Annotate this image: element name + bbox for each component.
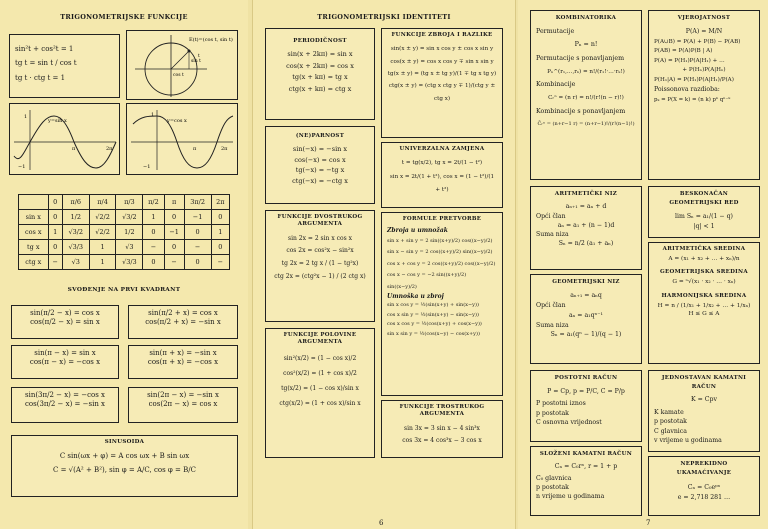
formula-line: cos x cos y = ½(cos(x+y) + cos(x−y)): [387, 321, 482, 328]
formula-line: aₙ₊₁ = aₙq: [570, 291, 602, 299]
formula-line: aₙ = a₁qⁿ⁻¹: [568, 311, 604, 319]
double-angle-box: [265, 210, 375, 322]
table-cell: −1: [184, 210, 211, 225]
table-cell: −: [143, 240, 164, 255]
cos-one-label: 1: [151, 112, 155, 118]
text-line: Permutacije: [536, 27, 575, 35]
table-cell: 0: [48, 240, 62, 255]
table-cell: ctg x: [19, 255, 49, 270]
section-title: KOMBINATORIKA: [555, 15, 617, 21]
formula-line: cos x sin y = ½(sin(x+y) − sin(x−y)): [387, 311, 479, 318]
text-line: P postotni iznos: [536, 400, 586, 408]
compound-interest-box: [530, 446, 642, 516]
formula-line: Pₙ^(r₁,…,rₖ) = n!/(r₁!·…·rₖ!): [547, 68, 625, 75]
combinatorics-box: [530, 10, 642, 180]
cos-graph-label: y=cos x: [167, 118, 187, 124]
formula-line: P = Cp, p = P/C, C = P/p: [547, 387, 625, 395]
formula-line: P(AB) = P(A)P(B | A): [654, 48, 713, 55]
section-title: GEOMETRIJSKI NIZ: [552, 279, 620, 285]
identity-line: sin²t + cos²t = 1: [15, 45, 74, 53]
page-right: [518, 0, 768, 529]
table-cell: 0: [143, 225, 164, 240]
reduction-box: [128, 305, 238, 339]
formula-line: cos 3x = 4 cos³x − 3 cos x: [402, 436, 482, 444]
formula-line: sin(π/2 + x) = cos x: [148, 309, 218, 317]
table-cell: 1: [48, 225, 62, 240]
table-cell: 3π/2: [184, 195, 211, 210]
table-cell: −: [48, 255, 62, 270]
table-cell: √3/2: [116, 210, 143, 225]
means-box: [648, 242, 760, 364]
text-line: Suma niza: [536, 321, 569, 329]
section-title: POSTOTNI RAČUN: [554, 375, 618, 381]
arithmetic-series-box: [530, 186, 642, 270]
sum-difference-box: [381, 28, 503, 138]
sinusoid-title: SINUSOIDA: [104, 439, 145, 445]
reduction-box: [128, 345, 238, 379]
formula-line: ctg(−x) = −ctg x: [292, 176, 348, 185]
section-title: ARITMETIČKI NIZ: [554, 191, 618, 197]
text-line: v vrijeme u godinama: [654, 437, 722, 445]
formula-list: [387, 301, 497, 339]
table-cell: sin x: [19, 210, 49, 225]
universal-substitution-box: [381, 142, 503, 208]
table-cell: π: [164, 195, 184, 210]
table-row: [19, 240, 230, 255]
formula-line: cos(2π − x) = cos x: [148, 400, 218, 409]
half-angle-box: [265, 328, 375, 458]
formula-line: tg(x + kπ) = tg x: [292, 73, 348, 82]
formula-line: + P(Hₙ)P(A|Hₙ): [682, 67, 726, 74]
text-line: Kombinacije: [536, 81, 576, 89]
formula-line: sin(2π − x) = −sin x: [147, 391, 219, 399]
section-title: BESKONAČAN GEOMETRIJSKI RED: [669, 191, 739, 206]
formula-line: cos x − cos y = −2 sin((x+y)/2) sin((x−y)/2): [387, 272, 467, 290]
text-line: p postotak: [536, 409, 569, 417]
formula-line: ctg(x/2) = (1 + cos x)/sin x: [279, 399, 361, 407]
triple-angle-box: [381, 400, 503, 458]
reduction-title: SVOĐENJE NA PRVI KVADRANT: [67, 287, 181, 293]
basic-identities-box: [9, 34, 120, 98]
formula-line: G = ⁿ√(x₁ · x₂ · … · xₙ): [672, 279, 736, 286]
formula-line: ctg(x + kπ) = ctg x: [288, 84, 352, 93]
table-cell: −: [211, 255, 229, 270]
table-cell: 0: [184, 225, 211, 240]
table-cell: −: [184, 240, 211, 255]
page-left: [0, 0, 248, 529]
cos-graph: [127, 104, 237, 174]
formula-line: sin x + sin y = 2 sin((x+y)/2) cos((x−y)/2): [387, 237, 493, 244]
cos-graph-box: [126, 103, 238, 175]
formula-line: A = (x₁ + x₂ + … + xₙ)/n: [668, 255, 740, 262]
sin-two-pi-label: 2π: [106, 146, 113, 152]
formula-list: [271, 49, 369, 95]
section-title: NEPREKIDNO UKAMAĆIVANJE: [676, 461, 732, 477]
table-cell: 1/2: [62, 210, 89, 225]
table-cell: π/4: [89, 195, 116, 210]
section-title: ARITMETIČKA SREDINA: [662, 246, 746, 252]
formula-line: sin(x + 2kπ) = sin x: [287, 50, 353, 59]
section-title: FUNKCIJE DVOSTRUKOG ARGUMENTA: [277, 214, 363, 228]
page-number: 7: [646, 519, 651, 527]
formula-line: Sₙ = a₁(qⁿ − 1)/(q − 1): [550, 331, 622, 339]
table-cell: 0: [184, 255, 211, 270]
formula-line: sin 3x = 3 sin x − 4 sin³x: [404, 424, 480, 432]
formula-line: sin x sin y = ½(cos(x−y) − cos(x+y)): [387, 330, 480, 337]
text-line: Permutacije s ponavljanjem: [536, 55, 625, 63]
formula-line: tg(x ± y) = (tg x ± tg y)/(1 ∓ tg x tg y): [387, 71, 497, 78]
sin-one-label: 1: [24, 114, 28, 120]
formula-line: Cₙ = C₀rⁿ, r = 1 + p: [554, 463, 618, 471]
table-cell: √2/2: [89, 210, 116, 225]
sin-minus-one-label: −1: [18, 164, 26, 170]
probability-box: [648, 10, 760, 180]
table-cell: π/2: [143, 195, 164, 210]
table-cell: −1: [164, 225, 184, 240]
circle-sin-label: sin t: [191, 59, 201, 64]
section-title: FUNKCIJE TROSTRUKOG ARGUMENTA: [399, 404, 485, 418]
table-cell: −: [164, 255, 184, 270]
formula-line: sin x − sin y = 2 cos((x+y)/2) sin((x−y)/2): [387, 249, 493, 256]
text-line: Kombinacije s ponavljanjem: [536, 107, 626, 115]
table-cell: √2/2: [89, 225, 116, 240]
text-line: n vrijeme u godinama: [536, 493, 605, 501]
formula-line: C̄ᵣⁿ = (n+r−1 r) = (n+r−1)!/(r!(n−1)!): [537, 120, 635, 127]
section-title: FORMULE PRETVORBE: [402, 216, 482, 222]
section-title: FUNKCIJE ZBROJA I RAZLIKE: [391, 32, 493, 38]
reduction-box: [11, 305, 119, 339]
table-cell: 1/2: [116, 225, 143, 240]
circle-t-label: t: [198, 54, 200, 59]
formula-line: H = n / (1/x₁ + 1/x₂ + … + 1/xₙ): [657, 302, 751, 309]
table-cell: 0: [48, 195, 62, 210]
formula-line: Sₙ = n/2 (a₁ + aₙ): [558, 240, 614, 248]
formula-list: [271, 144, 369, 186]
subsection-title: Umnoška u zbroj: [387, 293, 444, 301]
formula-line: |q| < 1: [693, 222, 715, 230]
table-cell: 1: [89, 240, 116, 255]
formula-line: cos x + cos y = 2 cos((x+y)/2) cos((x−y)/2): [387, 260, 496, 267]
table-cell: cos x: [19, 225, 49, 240]
formula-line: lim Sₙ = a₁/(1 − q): [675, 212, 733, 220]
text-line: C₀ glavnica: [536, 474, 572, 482]
formula-line: ctg(x ± y) = (ctg x ctg y ∓ 1)/(ctg y ± ctg x): [388, 83, 496, 102]
section-title: FUNKCIJE POLOVINE ARGUMENTA: [283, 332, 357, 346]
text-line: Poissonova razdioba:: [654, 86, 720, 94]
formula-list: [387, 43, 497, 104]
section-title: HARMONIJSKA SREDINA: [661, 292, 747, 299]
formula-line: ctg 2x = (ctg²x − 1) / (2 ctg x): [274, 272, 366, 280]
text-line: Suma niza: [536, 231, 569, 239]
formula-list: [387, 423, 497, 447]
formula-line: sin²(x/2) = (1 − cos x)/2: [283, 354, 357, 362]
table-cell: [19, 195, 49, 210]
unit-circle-box: [126, 30, 238, 100]
formula-line: sin x = 2t/(1 + t²), cos x = (1 − t²)/(1 + t²): [389, 173, 495, 194]
table-cell: π/3: [116, 195, 143, 210]
formula-line: cos²(x/2) = (1 + cos x)/2: [283, 369, 357, 377]
reduction-box: [11, 345, 119, 379]
formula-line: tg(x/2) = (1 − cos x)/sin x: [281, 384, 359, 392]
formula-line: cos(π/2 + x) = −sin x: [145, 318, 221, 327]
formula-line: cos(−x) = cos x: [294, 155, 346, 164]
sin-graph-box: [9, 103, 120, 175]
parity-box: [265, 126, 375, 204]
geometric-series-box: [530, 274, 642, 364]
formula-line: cos(π + x) = −cos x: [147, 358, 219, 367]
formula-line: cos(3π/2 − x) = −sin x: [24, 400, 105, 409]
formula-line: P(A) = P(H₁)P(A|H₁) + …: [654, 57, 725, 64]
formula-line: sin(π/2 − x) = cos x: [30, 309, 100, 317]
infinite-series-box: [648, 186, 760, 238]
formula-line: aₙ₊₁ = aₙ + d: [565, 203, 607, 211]
formula-line: sin(x ± y) = sin x cos y ± cos x sin y: [390, 46, 494, 53]
text-line: K kamate: [654, 408, 684, 416]
formula-line: cos(x ± y) = cos x cos y ∓ sin x sin y: [390, 58, 494, 65]
reduction-box: [11, 387, 119, 423]
table-cell: √3: [116, 240, 143, 255]
page-title: TRIGONOMETRIJSKE FUNKCIJE: [60, 13, 188, 21]
section-title: VJEROJATNOST: [677, 15, 731, 21]
circle-point-label: E(t)=(cos t, sin t): [189, 37, 233, 43]
section-title: (NE)PARNOST: [295, 133, 345, 139]
sin-pi-label: π: [72, 146, 76, 152]
formula-line: sin(π − x) = sin x: [34, 349, 96, 357]
section-title: JEDNOSTAVAN KAMATNI RAČUN: [661, 375, 747, 390]
formula-line: sin(−x) = −sin x: [292, 145, 348, 154]
table-cell: √3/2: [62, 225, 89, 240]
table-cell: 1: [143, 210, 164, 225]
table-header-row: [19, 195, 230, 210]
table-cell: √3/3: [116, 255, 143, 270]
table-cell: π/6: [62, 195, 89, 210]
transformation-box: [381, 212, 503, 396]
cos-two-pi-label: 2π: [221, 146, 228, 152]
sin-graph-label: y=sin x: [48, 118, 67, 124]
table-cell: 0: [143, 255, 164, 270]
section-title: UNIVERZALNA ZAMJENA: [399, 146, 485, 152]
identity-line: tg t = sin t / cos t: [15, 59, 77, 68]
table-cell: 0: [164, 240, 184, 255]
table-cell: 1: [89, 255, 116, 270]
formula-line: P(H₁|A) = P(H₁)P(A|H₁)/P(A): [654, 76, 734, 83]
text-line: C glavnica: [654, 427, 687, 435]
formula-line: sin(3π/2 − x) = −cos x: [24, 391, 105, 399]
table-cell: tg x: [19, 240, 49, 255]
formula-line: K = Cpv: [691, 396, 717, 404]
unit-circle-diagram: [127, 31, 237, 99]
reduction-box: [128, 387, 238, 423]
text-line: p postotak: [536, 483, 569, 491]
text-line: Opći član: [536, 212, 566, 220]
periodicity-box: [265, 28, 375, 120]
cos-minus-one-label: −1: [143, 164, 151, 170]
formula-line: Cₙ = C₀eᵖⁿ: [687, 483, 721, 491]
formula-line: sin(π + x) = −sin x: [149, 349, 217, 357]
formula-line: tg 2x = 2 tg x / (1 − tg²x): [281, 260, 359, 268]
formula-line: tg(−x) = −tg x: [295, 166, 345, 175]
section-title: GEOMETRIJSKA SREDINA: [660, 269, 748, 276]
formula-line: Pₙ = n!: [574, 41, 598, 49]
formula-list: [271, 351, 369, 411]
formula-list: [271, 233, 369, 283]
table-cell: 0: [48, 210, 62, 225]
table-cell: √3: [62, 255, 89, 270]
formula-line: Cᵣⁿ = (n r) = n!/(r!(n − r)!): [548, 95, 624, 102]
table-row: [19, 255, 230, 270]
table-cell: 0: [211, 240, 229, 255]
table-cell: 1: [211, 225, 229, 240]
formula-line: cos(π/2 − x) = sin x: [30, 318, 100, 327]
sin-graph: [10, 104, 120, 174]
formula-line: P(A) = M/N: [685, 28, 723, 36]
sinusoid-box: [11, 435, 238, 497]
formula-line: sin x cos y = ½(sin(x+y) + sin(x−y)): [387, 302, 479, 309]
table-row: [19, 210, 230, 225]
formula-line: cos(π − x) = −cos x: [29, 358, 101, 367]
circle-cos-label: cos t: [173, 73, 184, 78]
percentage-box: [530, 370, 642, 442]
simple-interest-box: [648, 370, 760, 452]
formula-line: cos(x + 2kπ) = cos x: [286, 61, 354, 70]
text-line: p postotak: [654, 418, 687, 426]
formula-line: P(A∪B) = P(A) + P(B) − P(AB): [654, 38, 741, 45]
section-title: PERIODIČNOST: [293, 38, 347, 44]
formula-line: C = √(A² + B²), sin φ = A/C, cos φ = B/C: [53, 465, 196, 474]
page-title: TRIGONOMETRIJSKI IDENTITETI: [317, 13, 451, 21]
formula-line: cos 2x = cos²x − sin²x: [286, 247, 354, 255]
cos-pi-label: π: [193, 146, 197, 152]
table-cell: 0: [211, 210, 229, 225]
table-row: [19, 225, 230, 240]
text-line: Opći član: [536, 301, 566, 309]
page-number: 6: [379, 519, 384, 527]
formula-line: t = tg(x/2), tg x = 2t/(1 − t²): [401, 160, 483, 167]
continuous-interest-box: [648, 456, 760, 516]
table-cell: 2π: [211, 195, 229, 210]
formula-list: [387, 236, 497, 294]
section-title: SLOŽENI KAMATNI RAČUN: [539, 451, 633, 457]
page-middle: [252, 0, 516, 529]
text-line: C osnovna vrijednost: [536, 419, 602, 427]
formula-line: aₙ = a₁ + (n − 1)d: [557, 221, 615, 229]
table-cell: √3/3: [62, 240, 89, 255]
formula-list: [387, 157, 497, 197]
formula-line: pₖ = P(X = k) = (n k) pᵏ qⁿ⁻ᵏ: [654, 96, 731, 103]
table-cell: 0: [164, 210, 184, 225]
formula-line: H ≤ G ≤ A: [688, 311, 720, 318]
identity-line: tg t · ctg t = 1: [15, 73, 66, 82]
subsection-title: Zbroja u umnožak: [387, 227, 448, 235]
values-table: [18, 194, 230, 270]
formula-line: sin 2x = 2 sin x cos x: [288, 234, 352, 242]
formula-line: e = 2,718 281 …: [677, 494, 731, 502]
formula-line: C sin(ωx + φ) = A cos ωx + B sin ωx: [59, 452, 190, 461]
